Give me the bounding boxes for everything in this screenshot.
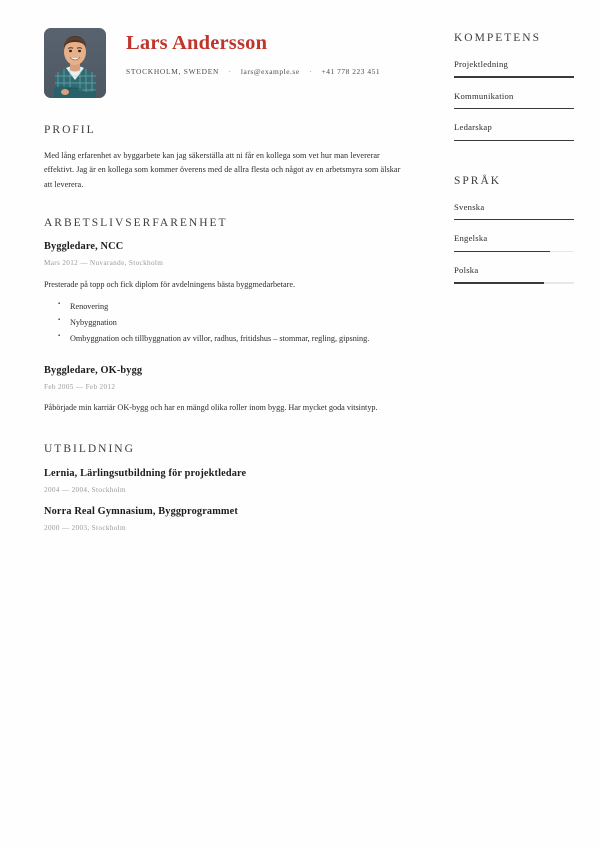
language-label: Polska bbox=[454, 265, 479, 276]
sidebar-title-languages: SPRÅK bbox=[454, 174, 502, 187]
skill-label: Projektledning bbox=[454, 58, 509, 69]
sidebar bbox=[454, 32, 574, 297]
list-item: ▪ Ombyggnation och tillbyggnation av villor, radhus, fritidshus – stommar, regling, gipsning. bbox=[58, 331, 408, 347]
experience-job-meta: Mars 2012 — Nuvarande, Stockholm bbox=[44, 259, 164, 268]
contact-line bbox=[126, 67, 408, 76]
experience-job-description: Påbörjade min karriär OK-bygg och har en mängd olika roller inom bygg. Har mycket goda vitsintyp. bbox=[44, 403, 378, 413]
language-level-bar bbox=[454, 251, 574, 252]
skill-level-bar bbox=[454, 108, 574, 109]
contact-separator-2: · bbox=[309, 66, 313, 76]
language-label: Svenska bbox=[454, 201, 485, 212]
education-title: Norra Real Gymnasium, Byggprogrammet bbox=[44, 505, 238, 517]
language-label: Engelska bbox=[454, 233, 488, 244]
language-level-fill bbox=[454, 251, 550, 252]
experience-job-description: Presterade på topp och fick diplom för avdelningens bästa byggmedarbetare. bbox=[44, 279, 295, 289]
resume-header bbox=[44, 28, 408, 98]
section-education bbox=[44, 443, 408, 533]
sidebar-item-language bbox=[454, 202, 574, 221]
sidebar-section-skills bbox=[454, 32, 574, 141]
skill-level-bar bbox=[454, 76, 574, 77]
sidebar-item-skill bbox=[454, 122, 574, 141]
language-level-fill bbox=[454, 282, 544, 283]
skill-level-fill bbox=[454, 140, 574, 141]
experience-job-title: Byggledare, NCC bbox=[44, 241, 124, 253]
section-title-profile: PROFIL bbox=[44, 124, 96, 136]
contact-location: STOCKHOLM, SWEDEN bbox=[126, 66, 220, 76]
education-meta: 2000 — 2003, Stockholm bbox=[44, 523, 126, 532]
profile-text: Med lång erfarenhet av byggarbete kan jag säkerställa att ni får en kollega som vet hur man levererar effektivt. Jag är en kollega som kommer överens med de allra flesta och något av en arbetsmyra som älskar att leverera. bbox=[44, 150, 401, 189]
skill-label: Kommunikation bbox=[454, 90, 514, 101]
list-item: ▪ Renovering bbox=[58, 299, 408, 315]
experience-job-title: Byggledare, OK-bygg bbox=[44, 365, 143, 377]
avatar bbox=[44, 28, 106, 98]
skill-level-bar bbox=[454, 140, 574, 141]
sidebar-title-skills: KOMPETENS bbox=[454, 32, 542, 44]
experience-entry bbox=[44, 241, 408, 347]
sidebar-item-skill bbox=[454, 59, 574, 78]
section-profile bbox=[44, 124, 408, 193]
skill-level-fill bbox=[454, 76, 574, 77]
experience-job-meta: Feb 2005 — Feb 2012 bbox=[44, 383, 116, 391]
contact-separator-1: · bbox=[228, 66, 232, 76]
section-experience bbox=[44, 217, 408, 416]
skill-label: Ledarskap bbox=[454, 122, 493, 133]
page-title: Lars Andersson bbox=[126, 32, 268, 54]
language-level-fill bbox=[454, 219, 574, 220]
main-column bbox=[44, 28, 408, 542]
section-title-education: UTBILDNING bbox=[44, 442, 135, 455]
section-title-experience: ARBETSLIVSERFARENHET bbox=[44, 216, 228, 229]
language-level-bar bbox=[454, 282, 574, 283]
sidebar-item-language bbox=[454, 265, 574, 284]
sidebar-item-skill bbox=[454, 91, 574, 110]
contact-phone[interactable]: +41 778 223 451 bbox=[321, 66, 381, 76]
education-title: Lernia, Lärlingsutbildning för projektledare bbox=[44, 467, 247, 479]
contact-email[interactable]: lars@example.se bbox=[240, 66, 300, 76]
skill-level-fill bbox=[454, 108, 574, 109]
list-item: ▪ Nybyggnation bbox=[58, 315, 408, 331]
sidebar-section-languages bbox=[454, 175, 574, 284]
language-level-bar bbox=[454, 219, 574, 220]
sidebar-item-language bbox=[454, 233, 574, 252]
education-meta: 2004 — 2004, Stockholm bbox=[44, 485, 126, 494]
experience-bullet-list bbox=[44, 299, 408, 347]
portrait-photo-icon bbox=[44, 28, 106, 98]
experience-entry bbox=[44, 365, 408, 416]
education-entry bbox=[44, 468, 408, 495]
header-text-block bbox=[126, 28, 408, 76]
education-entry bbox=[44, 506, 408, 533]
